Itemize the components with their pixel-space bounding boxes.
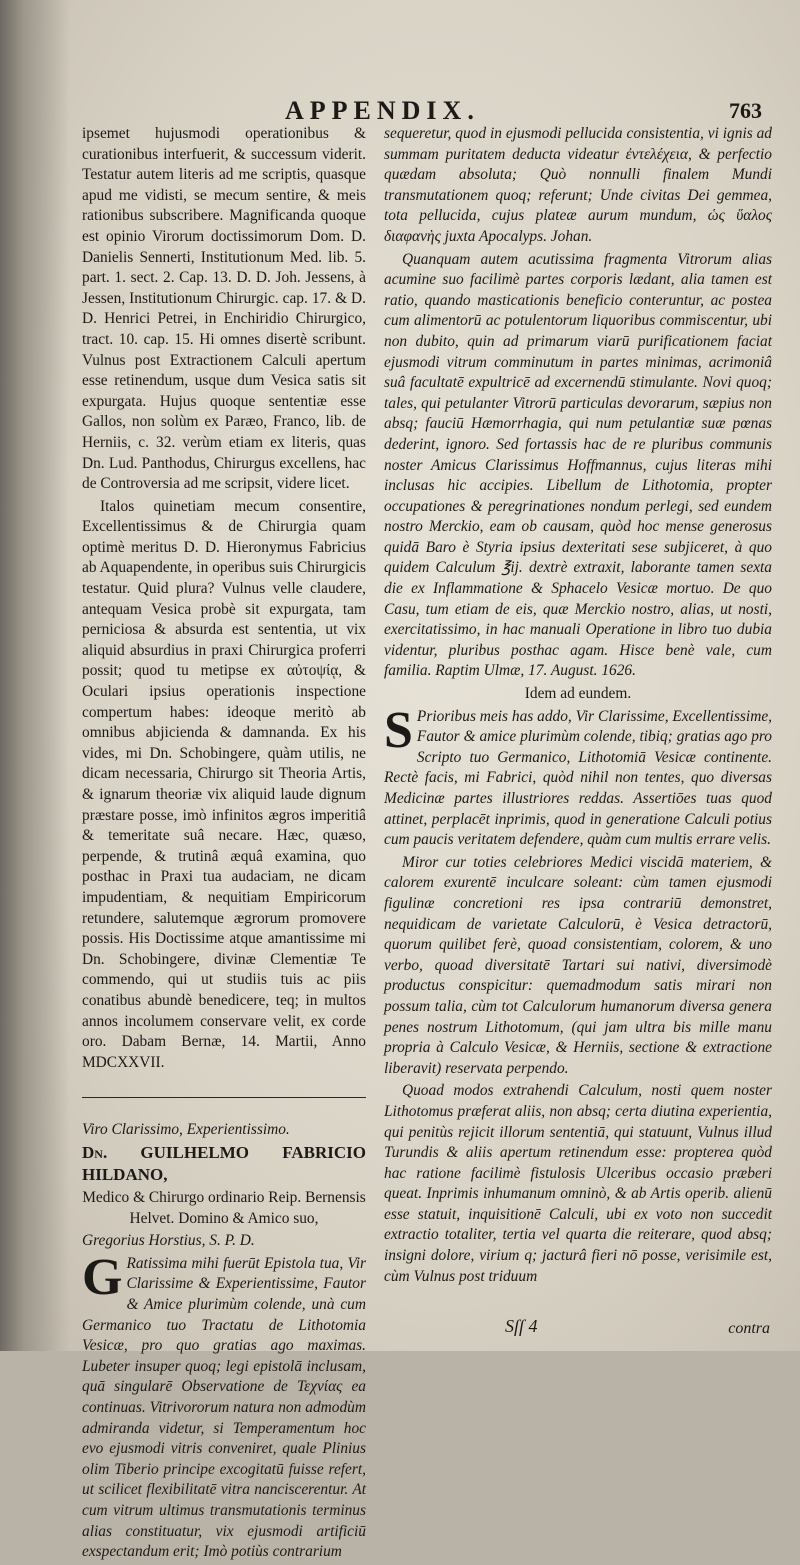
left-paragraph-3 [82,1248,366,1563]
right-paragraph-4: Miror cur toties celebriores Medici viscidā materiem, & calorem exurentē inculcare soleant: cùm tamen ejusmodi figulinæ concretioni res ipsa contrariū demonstret, nequidicam de varietate Calculorū, è Vesica detractorū, quorum quilibet ferè, quoad consistentiam, colorem, & uno verbo, quoad diversitatē Tartari sui nativi, diversimodè productus conspicitur: quemadmodum satis mirari non possum talia, cùm tot Calculorum humanorum diversa genera penes nostrum Lithotomum, (qui jam ultra bis mille manu propria à Calculo Vesicæ, & Herniis, sectione & extractione liberavit) reservata perpendo. [384,853,772,1077]
right-paragraph-5: Quoad modos extrahendi Calculum, nosti quem noster Lithotomus præferat aliis, non absq; certa diutina experientia, qui penitùs rejicit illorum sententiā, qui statuunt, Vulnus illud Turundis & aliis apertum retinendum esse: propterea quòd hac ratione facilimè fistulosis Ulceribus occasio præberi queat. Inprimis inhumanum omninò, & ab Artis operib. alienū esse statuit, inquisitionē Calculi, ubi ex voto non succedit extractio totaliter, tertia vel quarta die reiterare, quod absq; insigni dolore, virium q; jacturâ fieri nō posse, verisimile est, cùm Vulnus post triduum [384,1082,772,1285]
running-title: APPENDIX. [285,96,480,125]
section-heading: Idem ad eundem. [524,685,632,703]
signature-mark: Sſſ 4 [505,1316,538,1336]
section-divider [82,1097,366,1098]
left-paragraph-1: ipsemet hujusmodi operationibus & curationibus interfuerit, & successum viderit. Testatur autem literis ad me scriptis, quasque apud me vidisti, se mecum sentire, & meis rationibus subscribere. Magnificanda quoque est opinio Virorum doctissimorum Dom. D. Danielis Sennerti, Institutionum Med. lib. 5. part. 1. sect. 2. Cap. 13. D. D. Joh. Jessens, à Jessen, Institutionum Chirurgic. cap. 17. & D. D. Henrici Petrei, in Enchiridio Chirurgico, tract. 10. cap. 15. Hi omnes disertè scribunt. Vulnus post Extractionem Calculi apertum esse retinendum, usque dum Vesica satis sit expurgata. Hujus quoque sententiæ esse Gallos, non solùm ex Paræo, Franco, lib. de Herniis, c. 32. verùm etiam ex literis, quas Dn. Lud. Panthodus, Chirurgus excellens, hac de Controversia ad me scripsit, videre licet. [82,125,366,493]
binding-shadow [0,0,70,1351]
addressee-name: Dn. GUILHELMO FABRICIO HILDANO, [82,1142,366,1184]
letter-dedication: Viro Clarissimo, Experientissimo. [82,1121,290,1139]
right-paragraph-1: sequeretur, quod in ejusmodi pellucida consistentia, vi ignis ad summam puritatem deducta videatur ἐντελέχεια, & perfectio quædam absoluta; Quò nonnulli finalem Mundi transmutationem quoq; referunt; Unde civitas Dei gemmea, tota pellucida, cujus plateæ aurum mundum, ὡς ὕαλος διαφανὴς juxta Apocalyps. Johan. [384,125,772,245]
right-paragraph-3 [384,701,772,851]
page-header [0,96,800,126]
letter-sender: Gregorius Horstius, S. P. D. [82,1232,255,1250]
left-paragraph-3-text: Ratissima mihi fuerūt Epistola tua, Vir Clarissime & Experientissime, Fautor & Amice plurimùm colende, unà cum Germanico tuo Tractatu de Lithotomia Vesicæ, pro quo gratias ago maximas. Lubeter insuper quoq; legi epistolā inclusam, quā singularē Observatione de Τεχνίας ea continuas. Vitrivororum natura non admodùm admiranda videtur, si Temperamentum hoc evo ejusmodi vitris conveniret, quale Plinius olim Tiberio principe excogitatū fuisse refert, ut scilicet flexibilitatē vitra nanciscerentur. At cum vitrum ultimus transmutationis terminus alias constituatur, vix ejusmodi artificiū exspectandum erit; Imò potiùs contrarium [82,1254,366,1561]
right-column [384,124,772,1289]
left-column [82,124,366,1565]
right-paragraph-3-text: Prioribus meis has addo, Vir Clarissime, Excellentissime, Fautor & amice plurimùm colende, tibiq; gratias ago pro Scripto tuo Germanico, Lithotomiā Vesicæ continente. Rectè facis, mi Fabrici, quòd nihil non tentes, quo diversas Medicinæ partes illustriores reddas. Assertiōes tuas quod attinet, perplacēt inprimis, quod in generatione Calculi potius cum paucis veritatem defendere, quàm cum multis errare velis. [384,707,772,849]
page-footer [0,1316,800,1346]
catchword: contra [728,1320,770,1337]
drop-cap: G [82,1248,123,1306]
drop-cap-2: S [384,701,413,759]
addressee-title: Medico & Chirurgo ordinario Reip. Bernensis Helvet. Domino & Amico suo, [82,1189,366,1227]
left-paragraph-2: Italos quinetiam mecum consentire, Excellentissimus & de Chirurgia quam optimè meritus D. D. Hieronymus Fabricius ab Aquapendente, in operibus suis Chirurgicis testatur. Quid plura? Vulnus velle claudere, antequam Vesica probè sit expurgata, tam perniciosa & absurda est sententia, ut vix aliquid absurdius in praxi Chirurgica proferri possit; quod tu metipse ex αὐτοψίᾳ, & Oculari ipsius operationis inspectione compertum habes: ideoque meritò ab omnibus abjicienda & damnanda. Ex his vides, mi Dn. Schobingere, quàm utilis, ne dicam necessaria, Chirurgo sit Theoria Artis, & ignarum theoriæ vix aliquid laude dignum præstare posse, imò infinitos ægros imperitiâ & temeritate suâ necare. Hæc, quæso, perpende, & trutinâ æquâ examina, quo posthac in Praxi tua audaciam, ne dicam impudentiam, & nequitiam Empiricorum retundere, salutemque ægrorum promovere possis. His Doctissime atque amantissime mi Dn. Schobingere, divinæ Clementiæ Te commendo, qui ut studiis tuis ac piis conatibus abundè benedicere, teq; in multos annos incolumem conservare velit, ex corde oro. Dabam Bernæ, 14. Martii, Anno MDCXXVII. [82,497,366,1071]
page-number: 763 [729,98,762,123]
right-paragraph-2: Quanquam autem acutissima fragmenta Vitrorum alias acumine suo facilimè partes corporis lædant, alia tamen est ratio, quando masticationis beneficio conteruntur, ac postea cum alimentorū ac potulentorum liquoribus commiscentur, ubi non dubito, quin ad primarum viarū purificationem faciat ejusmodi vitrum comminutum in partes minimas, acrimoniâ suâ facultatē expultricē ad excernendū stimulante. Novi quoq; tales, qui petulanter Vitrorū particulas devorarum, sæpius non absq; fauciū Hæmorrhagia, qui num petulantiæ suæ pœnas dederint, ignoro. Sed fortassis hac de re pluribus communis noster Amicus Clarissimus Hoffmannus, cujus literas mihi inclusas hic accipies. Libellum de Lithotomia, propter occupationes & peregrinationes nondum perlegi, sed eundem nostro Merckio, eam ob causam, quòd hoc mense generosus quidā Baro è Styria ipsius dexteritati sese subjiceret, à quo quidem Calculum ℥ij. dextrè extraxit, laborante tamen sexta die ex Inflammatione & Sphacelo Vesicæ mortuo. De quo Casu, tum etiam de eis, quæ Merckio nostro, alias, ut nosti, exercitatissimo, in hac manuali Operatione in libro tuo dubia videntur, pluribus posthac agam. Hisce benè vale, cum familia. Raptim Ulmæ, 17. August. 1626. [384,250,772,680]
letter-addressee [82,1143,366,1186]
